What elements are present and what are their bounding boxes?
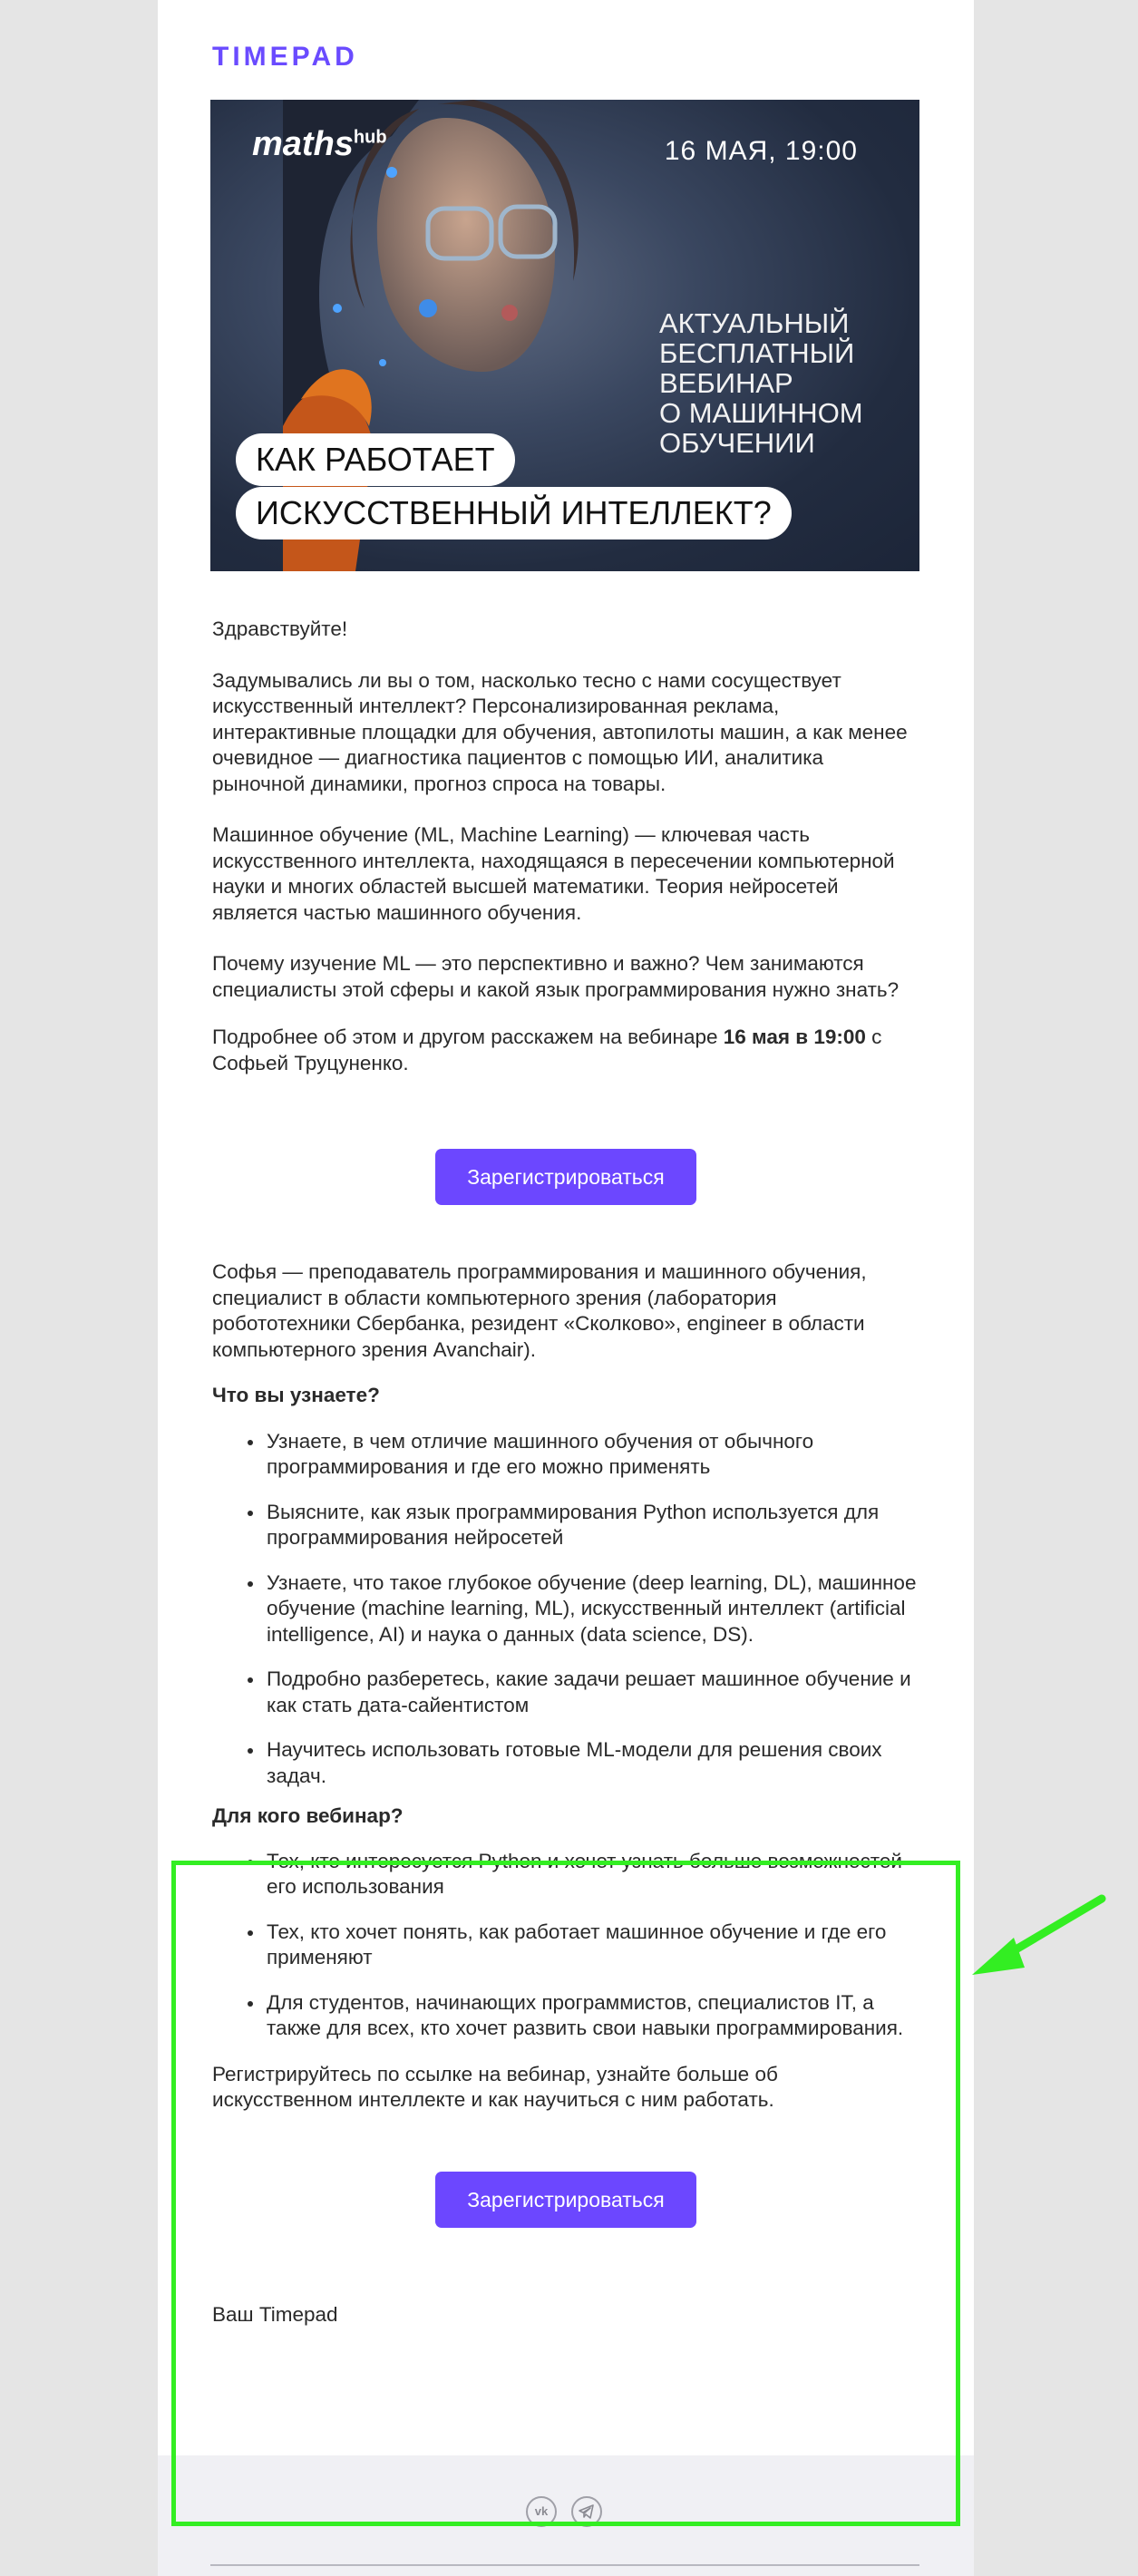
list-item: Научитесь использовать готовые ML-модели для решения своих задач. (267, 1737, 919, 1789)
intro-paragraph-4: Подробнее об этом и другом расскажем на вебинаре 16 мая в 19:00 с Софьей Труцуненко. (212, 1026, 882, 1074)
register-button-top[interactable]: Зарегистрироваться (435, 1149, 696, 1205)
timepad-logo[interactable]: TIMEPAD (212, 42, 358, 72)
list-item: Тех, кто интересуется Python и хочет узнать больше возможностей его использования (267, 1849, 919, 1900)
list-item: Узнаете, что такое глубокое обучение (deep learning, DL), машинное обучение (machine learning, ML), искусственный интеллект (artificial intelligence, AI) и наука о данных (data science, DS). (267, 1570, 919, 1648)
list-item: Для студентов, начинающих программистов, специалистов IT, а также для всех, кто хочет развить свои навыки программирования. (267, 1990, 919, 2042)
banner-date: 16 МАЯ, 19:00 (664, 136, 858, 166)
banner-headline-line1: КАК РАБОТАЕТ (236, 433, 515, 486)
list-item: Выясните, как язык программирования Python используется для программирования нейросетей (267, 1500, 919, 1551)
banner-brand-mathshub: maths$^{hub}$ (252, 125, 387, 163)
list-item: Тех, кто хочет понять, как работает машинное обучение и где его применяют (267, 1920, 919, 1971)
intro-paragraph-3: Почему изучение ML — это перспективно и важно? Чем занимаются специалисты этой сферы и какой язык программирования нужно знать? (212, 952, 900, 1001)
intro-paragraph-1: Задумывались ли вы о том, насколько тесно с нами сосуществует искусственный интеллект? Персонализированная реклама, интерактивные площадки для обучения, автопилоты машин, а как менее очевидное — диагностика пациентов с помощью ИИ, аналитика рыночной динамики, прогноз спроса на товары. (212, 668, 908, 795)
list-item: Узнаете, в чем отличие машинного обучения от обычного программирования и где его можно применять (267, 1429, 919, 1481)
banner-headline-line2: ИСКУССТВЕННЫЙ ИНТЕЛЛЕКТ? (236, 487, 792, 540)
vk-icon[interactable]: vk (526, 2496, 557, 2527)
signature: Ваш Timepad (212, 2302, 338, 2326)
intro-paragraph-2: Машинное обучение (ML, Machine Learning) — ключевая часть искусственного интеллекта, находящаяся в пересечении компьютерной науки и многих областей высшей математики. Теория нейросетей является частью машинного обучения. (212, 823, 895, 924)
learn-list (212, 1429, 919, 1790)
footer-divider (210, 2564, 919, 2566)
speaker-bio: Софья — преподаватель программирования и машинного обучения, специалист в области компьютерного зрения (лаборатория робототехники Сбербанка, резидент «Сколково», engineer в области компьютерного зрения Avanchair). (212, 1260, 867, 1361)
audience-section-title: Для кого вебинар? (212, 1804, 404, 1827)
highlight-box (171, 1861, 960, 2526)
list-item: Подробно разберетесь, какие задачи решает машинное обучение и как стать дата-сайентистом (267, 1667, 919, 1718)
webinar-datetime: 16 мая в 19:00 (723, 1026, 866, 1048)
highlight-arrow-icon (970, 1888, 1115, 1978)
register-button-bottom[interactable]: Зарегистрироваться (435, 2172, 696, 2228)
learn-section-title: Что вы узнаете? (212, 1384, 380, 1406)
greeting: Здравствуйте! (212, 617, 348, 640)
webinar-banner[interactable] (210, 100, 919, 571)
banner-tagline: АКТУАЛЬНЫЙ БЕСПЛАТНЫЙ ВЕБИНАР О МАШИННОМ ОБУЧЕНИИ (659, 307, 863, 459)
closing-paragraph: Регистрируйтесь по ссылке на вебинар, узнайте больше об искусственном интеллекте и как научиться с ним работать. (212, 2062, 778, 2111)
